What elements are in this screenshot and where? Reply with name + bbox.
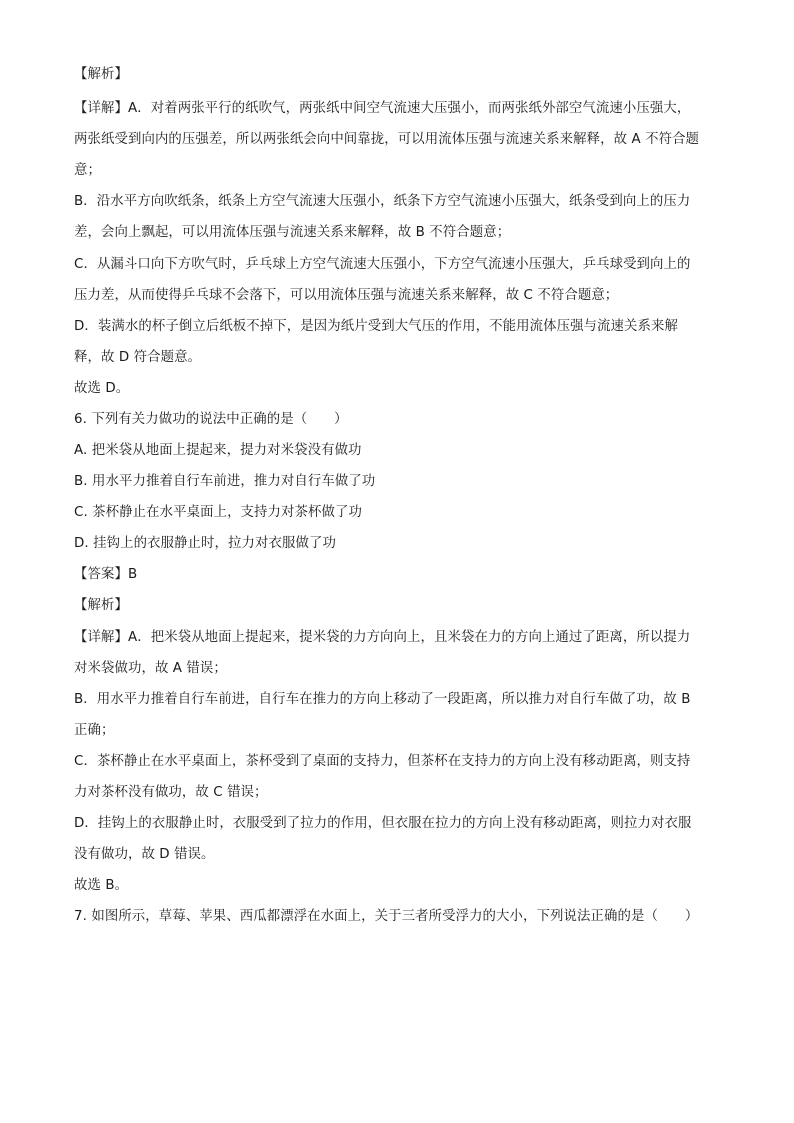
- conclusion: 故选 B。: [74, 878, 129, 893]
- detail-paragraph-line: 两张纸受到向内的压强差，所以两张纸会向中间靠拢，可以用流体压强与流速关系来解释，故 A 不符合题: [74, 132, 700, 147]
- detail-paragraph-line: 意；: [74, 163, 101, 178]
- detail-paragraph-line: C．从漏斗口向下方吹气时，乒乓球上方空气流速大压强小，下方空气流速小压强大，乒乓球受到向上的: [74, 257, 691, 272]
- analysis-heading: [74, 66, 734, 84]
- answer-line: [74, 566, 734, 584]
- question-stem: 7. 如图所示，草莓、苹果、西瓜都漂浮在水面上，关于三者所受浮力的大小，下列说法正确的是（ ）: [74, 909, 699, 924]
- detail-text: A．把米袋从地面上提起来，提米袋的力方向向上，且米袋在力的方向上通过了距离，所以提力: [127, 630, 691, 645]
- analysis-label: 【解析】: [74, 598, 128, 613]
- detail-label: 【详解】: [74, 630, 128, 645]
- question-option-d: D. 挂钩上的衣服静止时，拉力对衣服做了功: [74, 536, 336, 551]
- detail-paragraph-line: 没有做功，故 D 错误。: [74, 847, 215, 862]
- detail-paragraph-line: [74, 100, 734, 118]
- analysis-label: 【解析】: [74, 67, 128, 82]
- analysis-heading: [74, 597, 734, 615]
- detail-paragraph-line: 释，故 D 符合题意。: [74, 350, 202, 365]
- conclusion: 故选 D。: [74, 381, 130, 396]
- detail-paragraph-line: 正确；: [74, 723, 115, 738]
- detail-paragraph-line: [74, 629, 734, 647]
- detail-paragraph-line: 差，会向上飘起，可以用流体压强与流速关系来解释，故 B 不符合题意；: [74, 225, 511, 240]
- question-stem: 6. 下列有关力做功的说法中正确的是（ ）: [74, 412, 348, 427]
- detail-text: A．对着两张平行的纸吹气，两张纸中间空气流速大压强小，而两张纸外部空气流速小压强大，: [127, 101, 691, 116]
- question-option-b: B. 用水平力推着自行车前进，推力对自行车做了功: [74, 474, 376, 489]
- question-option-c: C. 茶杯静止在水平桌面上，支持力对茶杯做了功: [74, 505, 362, 520]
- question-option-a: A. 把米袋从地面上提起来，提力对米袋没有做功: [74, 443, 362, 458]
- detail-paragraph-line: 压力差，从而使得乒乓球不会落下，可以用流体压强与流速关系来解释，故 C 不符合题意；: [74, 288, 619, 303]
- detail-paragraph-line: C．茶杯静止在水平桌面上，茶杯受到了桌面的支持力，但茶杯在支持力的方向上没有移动距离，则支持: [74, 754, 691, 769]
- detail-paragraph-line: D．装满水的杯子倒立后纸板不掉下，是因为纸片受到大气压的作用，不能用流体压强与流速关系来解: [74, 319, 678, 334]
- answer-value: B: [127, 567, 138, 582]
- detail-paragraph-line: 力对茶杯没有做功，故 C 错误；: [74, 785, 268, 800]
- detail-paragraph-line: D．挂钩上的衣服静止时，衣服受到了拉力的作用，但衣服在拉力的方向上没有移动距离，则拉力对衣服: [74, 816, 692, 831]
- detail-paragraph-line: B．沿水平方向吹纸条，纸条上方空气流速大压强小，纸条下方空气流速小压强大，纸条受到向上的压力: [74, 194, 691, 209]
- answer-label: 【答案】: [74, 567, 128, 582]
- detail-paragraph-line: B．用水平力推着自行车前进，自行车在推力的方向上移动了一段距离，所以推力对自行车做了功，故 B: [74, 692, 691, 707]
- detail-label: 【详解】: [74, 101, 128, 116]
- detail-paragraph-line: 对米袋做功，故 A 错误；: [74, 661, 227, 676]
